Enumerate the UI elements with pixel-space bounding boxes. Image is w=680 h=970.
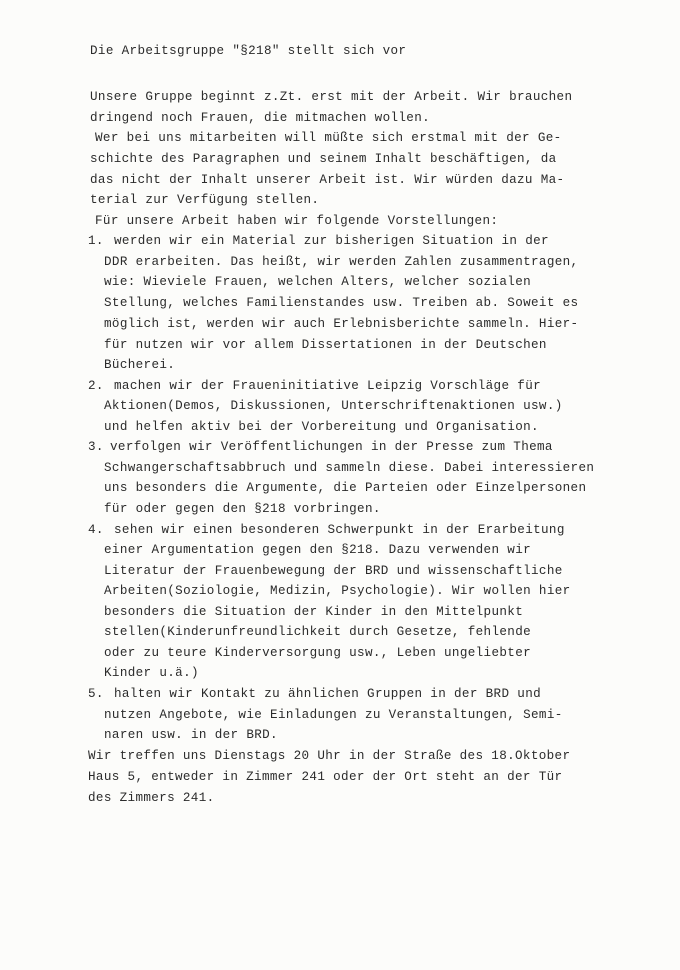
list-item-line: oder zu teure Kinderversorgung usw., Leben ungeliebter (104, 646, 532, 660)
intro-line: Wer bei uns mitarbeiten will müßte sich erstmal mit der Ge- (95, 131, 562, 145)
intro-line: das nicht der Inhalt unserer Arbeit ist. Wir würden dazu Ma- (90, 173, 565, 187)
list-item-line: möglich ist, werden wir auch Erlebnisberichte sammeln. Hier- (104, 317, 579, 331)
list-item-line: Stellung, welches Familienstandes usw. Treiben ab. Soweit es (104, 296, 579, 310)
list-item-line: wie: Wieviele Frauen, welchen Alters, welcher sozialen (104, 275, 532, 289)
list-item-line: naren usw. in der BRD. (104, 728, 278, 742)
intro-line: schichte des Paragraphen und seinem Inhalt beschäftigen, da (90, 152, 557, 166)
list-item-line: Bücherei. (104, 358, 176, 372)
list-item-line: verfolgen wir Veröffentlichungen in der Presse zum Thema (110, 440, 553, 454)
list-item-line: besonders die Situation der Kinder in den Mittelpunkt (104, 605, 524, 619)
list-item-line: machen wir der Fraueninitiative Leipzig Vorschläge für (114, 379, 542, 393)
document-title: Die Arbeitsgruppe "§218" stellt sich vor (90, 44, 407, 58)
list-item-line: stellen(Kinderunfreundlichkeit durch Gesetze, fehlende (104, 625, 532, 639)
list-item-line: DDR erarbeiten. Das heißt, wir werden Zahlen zusammentragen, (104, 255, 579, 269)
list-item-line: werden wir ein Material zur bisherigen Situation in der (114, 234, 549, 248)
intro-line: dringend noch Frauen, die mitmachen wollen. (90, 111, 431, 125)
list-item-line: nutzen Angebote, wie Einladungen zu Veranstaltungen, Semi- (104, 708, 563, 722)
list-item-line: Aktionen(Demos, Diskussionen, Unterschriftenaktionen usw.) (104, 399, 563, 413)
list-item-number: 4. (88, 523, 104, 537)
list-item-line: halten wir Kontakt zu ähnlichen Gruppen in der BRD und (114, 687, 542, 701)
list-item-line: Literatur der Frauenbewegung der BRD und wissenschaftliche (104, 564, 563, 578)
list-item-line: uns besonders die Argumente, die Parteien oder Einzelpersonen (104, 481, 587, 495)
list-item-line: für oder gegen den §218 vorbringen. (104, 502, 381, 516)
list-item-number: 3. (88, 440, 104, 454)
list-item-number: 5. (88, 687, 104, 701)
list-item-line: Schwangerschaftsabbruch und sammeln diese. Dabei interessieren (104, 461, 595, 475)
list-item-line: für nutzen wir vor allem Dissertationen in der Deutschen (104, 338, 547, 352)
closing-line: Haus 5, entweder in Zimmer 241 oder der Ort steht an der Tür (88, 770, 563, 784)
list-item-line: sehen wir einen besonderen Schwerpunkt in der Erarbeitung (114, 523, 565, 537)
list-item-line: Kinder u.ä.) (104, 666, 199, 680)
closing-line: Wir treffen uns Dienstags 20 Uhr in der Straße des 18.Oktober (88, 749, 571, 763)
intro-line: Für unsere Arbeit haben wir folgende Vorstellungen: (95, 214, 499, 228)
intro-line: Unsere Gruppe beginnt z.Zt. erst mit der Arbeit. Wir brauchen (90, 90, 573, 104)
intro-line: terial zur Verfügung stellen. (90, 193, 320, 207)
list-item-line: einer Argumentation gegen den §218. Dazu verwenden wir (104, 543, 532, 557)
closing-line: des Zimmers 241. (88, 791, 215, 805)
list-item-line: und helfen aktiv bei der Vorbereitung und Organisation. (104, 420, 539, 434)
list-item-number: 1. (88, 234, 104, 248)
list-item-line: Arbeiten(Soziologie, Medizin, Psychologie). Wir wollen hier (104, 584, 571, 598)
list-item-number: 2. (88, 379, 104, 393)
